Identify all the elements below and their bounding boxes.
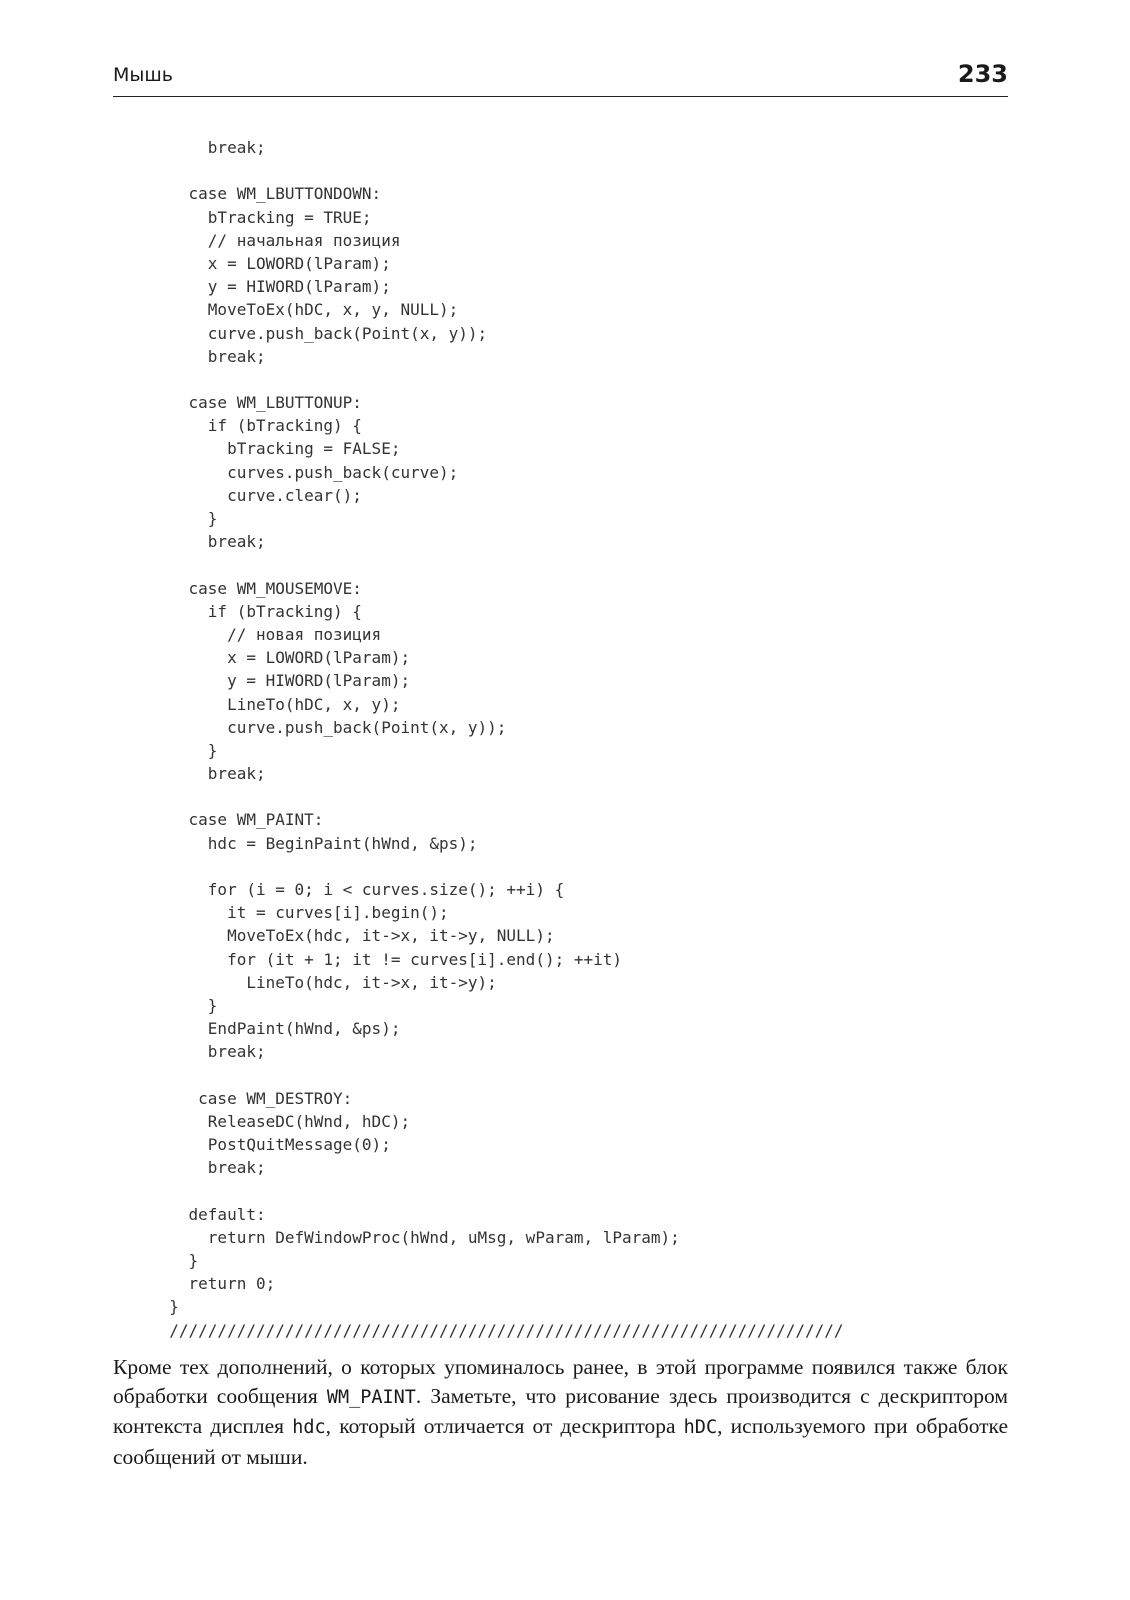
code-line [150, 785, 844, 808]
code-line: break; [150, 346, 266, 366]
code-line: x = LOWORD(lParam); [150, 253, 391, 273]
code-line: // новая позиция [150, 624, 382, 644]
code-line [150, 1179, 844, 1202]
code-line: hdc = BeginPaint(hWnd, &ps); [150, 833, 478, 853]
code-line: y = HIWORD(lParam); [150, 671, 411, 691]
code-line: } [150, 995, 218, 1015]
code-line: x = LOWORD(lParam); [150, 648, 411, 668]
code-line: return 0; [150, 1274, 276, 1294]
inline-code-hdc: hdc [292, 1417, 326, 1439]
body-paragraph [113, 1353, 1008, 1471]
code-line: LineTo(hDC, x, y); [150, 694, 401, 714]
code-line [150, 159, 844, 182]
paragraph-text: Кроме тех дополнений, о которых упоминалось ранее, в этой программе появился также блок обработки сообщения [113, 1355, 1008, 1408]
code-line: } [150, 1251, 199, 1270]
paragraph-text: , используемого при обработке сообщений от мыши. [113, 1414, 1009, 1469]
code-line: break; [150, 532, 266, 552]
code-line: bTracking = TRUE; [150, 207, 372, 227]
code-line [150, 368, 844, 391]
code-line: curve.push_back(Point(x, y)); [150, 323, 488, 343]
code-line: curve.clear(); [150, 485, 362, 505]
code-line: } [150, 1297, 179, 1317]
code-line [150, 1064, 844, 1087]
code-line: it = curves[i].begin(); [150, 903, 449, 923]
code-line: // начальная позиция [150, 230, 401, 250]
code-line: PostQuitMessage(0); [150, 1135, 391, 1155]
page-header [113, 62, 1008, 97]
code-line: y = HIWORD(lParam); [150, 277, 391, 297]
code-line: bTracking = FALSE; [150, 439, 401, 459]
code-line: case WM_PAINT: [150, 810, 324, 830]
code-line: if (bTracking) { [150, 416, 362, 436]
code-line: ////////////////////////////////////////////////////////////////////// [150, 1320, 844, 1340]
inline-code-wm-paint: WM_PAINT [326, 1386, 416, 1408]
code-line: LineTo(hdc, it->x, it->y); [150, 972, 497, 992]
code-line: EndPaint(hWnd, &ps); [150, 1019, 401, 1039]
code-line: for (it + 1; it != curves[i].end(); ++it) [150, 949, 623, 969]
code-line: case WM_DESTROY: [150, 1088, 353, 1108]
code-line: MoveToEx(hdc, it->x, it->y, NULL); [150, 926, 555, 946]
code-line: case WM_LBUTTONDOWN: [150, 184, 382, 204]
code-line: break; [150, 764, 266, 784]
running-head-title: Мышь [113, 64, 173, 86]
inline-code-hDC: hDC [683, 1417, 718, 1439]
code-line: curves.push_back(curve); [150, 462, 459, 482]
code-line: case WM_MOUSEMOVE: [150, 578, 362, 598]
code-line: } [150, 740, 218, 760]
code-line: } [150, 509, 218, 528]
code-line: return DefWindowProc(hWnd, uMsg, wParam, lParam); [150, 1227, 680, 1247]
paragraph-text: . Заметьте, что рисование здесь производится с дескриптором контекста дисплея [113, 1383, 1008, 1439]
code-listing [150, 136, 844, 1342]
page-number: 233 [957, 60, 1008, 88]
code-line: case WM_LBUTTONUP: [150, 393, 362, 413]
code-line: break; [150, 138, 266, 157]
paragraph-text: , который отличается от дескриптора [325, 1414, 684, 1439]
code-line: ReleaseDC(hWnd, hDC); [150, 1111, 411, 1131]
code-line: break; [150, 1042, 266, 1062]
code-line: if (bTracking) { [150, 601, 362, 621]
code-line: break; [150, 1158, 266, 1178]
code-line: default: [150, 1204, 266, 1224]
code-line [150, 553, 844, 576]
code-line: curve.push_back(Point(x, y)); [150, 717, 507, 737]
code-line [150, 855, 844, 878]
code-line: for (i = 0; i < curves.size(); ++i) { [150, 880, 565, 899]
code-line: MoveToEx(hDC, x, y, NULL); [150, 300, 459, 320]
